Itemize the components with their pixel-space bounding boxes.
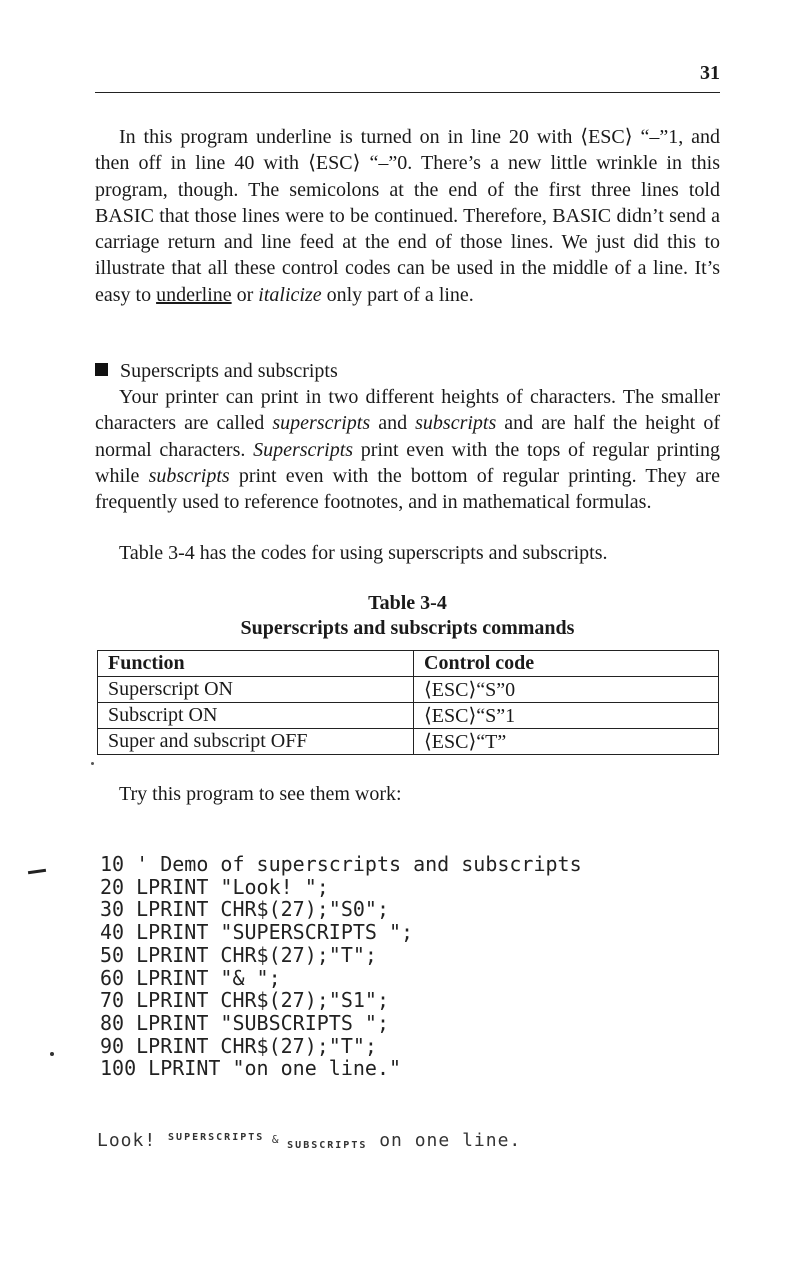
code-line: 90 LPRINT CHR$(27);"T"; [100, 1033, 377, 1058]
sup-italic-2: subscripts [415, 412, 497, 435]
sup-italic-3: Superscripts [253, 438, 354, 461]
code-line: 30 LPRINT CHR$(27);"S0"; [100, 897, 389, 922]
printer-output-sample [97, 1130, 737, 1151]
output-ampersand: & [264, 1133, 288, 1146]
header-rule [95, 92, 720, 93]
table-reference-paragraph: Table 3-4 has the codes for using superscripts and subscripts. [119, 542, 608, 564]
code-line: 70 LPRINT CHR$(27);"S1"; [100, 988, 389, 1013]
code-line: 60 LPRINT "& "; [100, 965, 281, 990]
table-cell-code: ⟨ESC⟩“S”1 [414, 703, 719, 729]
italic-word: italicize [258, 283, 322, 306]
table-row [98, 729, 719, 755]
section-heading [95, 358, 338, 384]
intro-paragraph [95, 124, 720, 308]
bullet-icon [95, 363, 108, 376]
table-cell-code: ⟨ESC⟩“S”0 [414, 677, 719, 703]
code-line: 50 LPRINT CHR$(27);"T"; [100, 942, 377, 967]
table-row [98, 677, 719, 703]
table-cell-function: Superscript ON [98, 677, 414, 703]
table-cell-code: ⟨ESC⟩“T” [414, 729, 719, 755]
program-listing [100, 853, 582, 1080]
intro-text-1: In this program underline is turned on in line 20 with ⟨ESC⟩ “–”1, and then off in line 40 with ⟨ESC⟩ “–”0. There’s a new little wrinkle in this program, though. The semicolons at the end of the first three lines told BASIC that those lines were to be continued. Therefore, BASIC didn’t send a carriage return and line feed at the end of those lines. We just did this to illustrate that all these control codes can be used in the middle of a line. It’s easy to [95, 126, 720, 306]
code-line: 100 LPRINT "on one line." [100, 1056, 402, 1081]
try-program-text: Try this program to see them work: [119, 783, 402, 805]
table-caption-number: Table 3-4 [368, 592, 447, 614]
header-function: Function [98, 651, 414, 677]
output-superscripts: SUPERSCRIPTS [168, 1132, 265, 1143]
code-line: 10 ' Demo of superscripts and subscripts [100, 852, 582, 876]
table-header-row [98, 651, 719, 677]
output-subscripts: SUBSCRIPTS [287, 1140, 368, 1151]
sup-italic-1: superscripts [272, 412, 371, 435]
table-row [98, 703, 719, 729]
table-cell-function: Super and subscript OFF [98, 729, 414, 755]
table-cell-function: Subscript ON [98, 703, 414, 729]
margin-dash-mark [28, 869, 46, 874]
intro-text-2: or [231, 283, 259, 306]
sup-text-5: print even with the bottom of regular printing. They are frequently used to reference footnotes, and in mathematical formulas. [95, 464, 720, 514]
page-number: 31 [700, 62, 720, 84]
sup-text-2: and [370, 412, 416, 435]
code-line: 40 LPRINT "SUPERSCRIPTS "; [100, 920, 414, 945]
sup-text-4: print even with the tops of regular printing while [95, 438, 720, 487]
output-rest: on one line. [367, 1130, 522, 1151]
margin-dot-mark [91, 762, 94, 765]
table-caption-title: Superscripts and subscripts commands [240, 617, 575, 639]
underlined-word: underline [156, 283, 232, 306]
header-control-code: Control code [414, 651, 719, 677]
sup-italic-4: subscripts [148, 464, 230, 487]
code-line: 20 LPRINT "Look! "; [100, 874, 329, 899]
code-line: 80 LPRINT "SUBSCRIPTS "; [100, 1010, 389, 1035]
control-codes-table [97, 650, 719, 755]
superscript-paragraph [95, 384, 720, 515]
section-heading-text: Superscripts and subscripts [120, 360, 338, 382]
output-look: Look! [97, 1130, 169, 1151]
sup-text-3: and are half the height of normal characters. [95, 412, 720, 461]
margin-dot-mark [50, 1052, 54, 1056]
sup-text-1: Your printer can print in two different heights of characters. The smaller characters are called [95, 386, 720, 435]
intro-text-3: only part of a line. [321, 283, 474, 306]
